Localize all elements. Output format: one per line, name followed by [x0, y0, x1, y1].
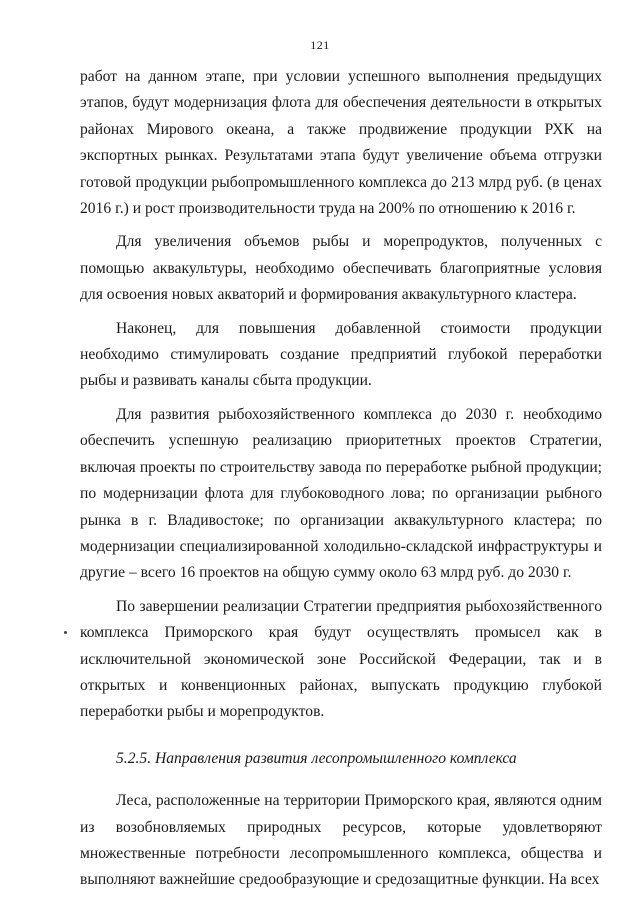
- page-number: 121: [310, 38, 330, 52]
- paragraph-value-added: Наконец, для повышения добавленной стоимости продукции необходимо стимулировать создание предприятий глубокой переработки рыбы и развивать каналы сбыта продукции.: [80, 319, 602, 390]
- paragraph-priority-projects: Для развития рыбохозяйственного комплекса до 2030 г. необходимо обеспечить успешную реализацию приоритетных проектов Стратегии, включая проекты по строительству завода по переработке рыбной продукции; по модернизации флота для глубоководного лова; по организации рыбного рынка в г. Владивостоке; по организации аквакультурного кластера; по модернизации специализированной холодильно-складской инфраструктуры и другие – всего 16 проектов на общую сумму около 63 млрд руб. до 2030 г.: [80, 405, 602, 582]
- paragraph-forests: Леса, расположенные на территории Приморского края, являются одним из возобновляемых природных ресурсов, которые удовлетворяют множественные потребности лесопромышленного комплекса, общества и выполняют важнейшие средообразующие и средозащитные функции. На всех: [80, 792, 602, 889]
- paragraph-continuation: работ на данном этапе, при условии успешного выполнения предыдущих этапов, будут модернизация флота для обеспечения деятельности в открытых районах Мирового океана, а также продвижение продукции РХК на экспортных рынках. Результатами этапа будут увеличение объема отгрузки готовой продукции рыбопромышленного комплекса до 213 млрд руб. (в ценах 2016 г.) и рост производительности труда на 200% по отношению к 2016 г.: [80, 68, 602, 218]
- page-content: [80, 64, 602, 894]
- paragraph-strategy-completion: По завершении реализации Стратегии предприятия рыбохозяйственного комплекса Приморского края будут осуществлять промысел как в исключительной экономической зоне Российской Федерации, так и в открытых и конвенционных районах, выпускать продукцию глубокой переработки рыбы и морепродуктов.: [80, 597, 602, 721]
- paragraph-aquaculture: Для увеличения объемов рыбы и морепродуктов, полученных с помощью аквакультуры, необходимо обеспечивать благоприятные условия для освоения новых акваторий и формирования аквакультурного кластера.: [80, 233, 602, 304]
- section-heading: 5.2.5. Направления развития лесопромышленного комплекса: [116, 749, 517, 767]
- scan-artifact-mark: [64, 631, 67, 634]
